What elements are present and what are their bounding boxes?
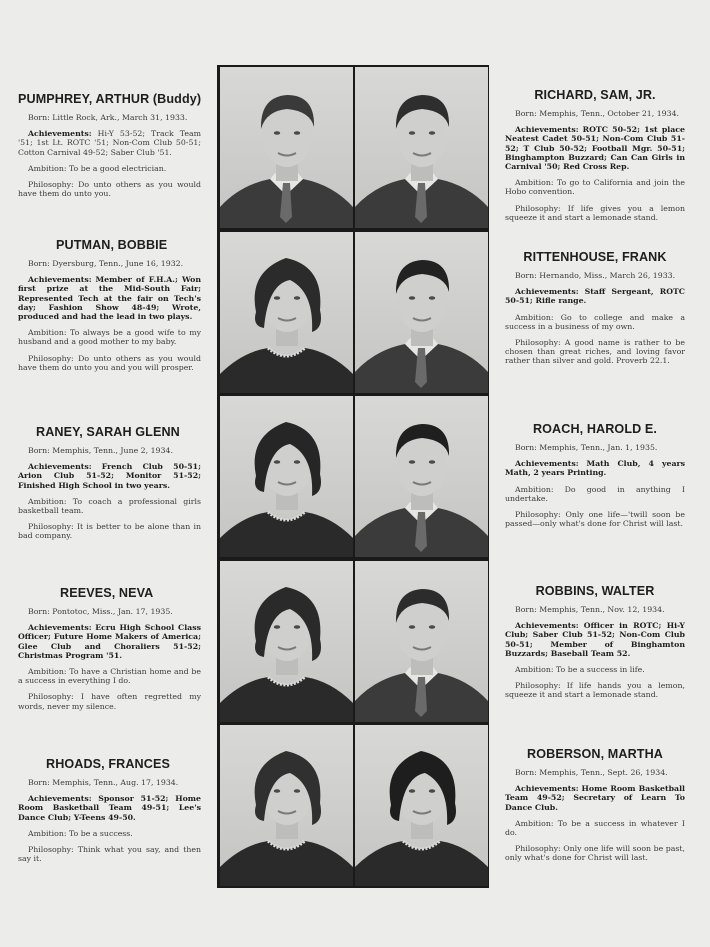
senior-entry-rhoads: [18, 757, 201, 870]
philosophy-text: Philosophy: Think what you say, and then say it.: [18, 845, 201, 864]
achievements-text: Achievements: Hi-Y 53-52; Track Team '51; 1st Lt. ROTC '51; Non-Com Club 50-51; Cotton Carnival 49-52; Saber Club '51.: [18, 129, 201, 157]
senior-entry-robbins: [505, 584, 685, 707]
philosophy-text: Philosophy: Only one life—'twill soon be passed—only what's done for Christ will last.: [505, 510, 685, 529]
philosophy-text: Philosophy: Do unto others as you would have them do unto you and you will prosper.: [18, 353, 201, 372]
ambition-text: Ambition: To have a Christian home and be a success in everything I do.: [18, 667, 201, 686]
achievements-text: Achievements: Member of F.H.A.; Won first prize at the Mid-South Fair; Represented Tech at the fair on Tech's day; Fashion Show 48-49; Wrote, produced and had the lead in two plays.: [18, 275, 201, 322]
senior-entry-roach: [505, 422, 685, 535]
portrait-photo-richard: [355, 67, 488, 228]
senior-entry-raney: [18, 425, 201, 548]
portrait-photo-reeves: [220, 561, 353, 722]
philosophy-text: Philosophy: If life hands you a lemon, squeeze it and start a lemonade stand.: [505, 681, 685, 700]
born-text: Born: Hernando, Miss., March 26, 1933.: [515, 271, 676, 280]
achievements-text: Achievements: Officer in ROTC; Hi-Y Club; Saber Club 51-52; Non-Com Club 50-51; Member of Binghamton Buzzards; Baseball Team 52.: [505, 621, 685, 658]
born-text: Born: Memphis, Tenn., June 2, 1934.: [28, 446, 173, 455]
portrait-photo-robbins: [355, 561, 488, 722]
senior-name: PUMPHREY, ARTHUR (Buddy): [18, 92, 202, 106]
senior-name: RHOADS, FRANCES: [46, 757, 170, 771]
achievements-text: Achievements: Home Room Basketball Team 49-52; Secretary of Learn To Dance Club.: [505, 784, 686, 812]
portrait-photo-raney: [220, 396, 353, 557]
portrait-photo-rhoads: [220, 725, 353, 886]
achievements-text: Achievements: ROTC 50-52; 1st place Neatest Cadet 50-51; Non-Com Club 51-52; T Club 50-52; Football Mgr. 50-51; Binghampton Buzzard; Can Can Girls in Carnival '50; Red Cross Rep.: [505, 125, 686, 172]
senior-entry-putman: [18, 238, 201, 379]
portrait-photo-putman: [220, 232, 353, 393]
senior-entry-rittenhouse: [505, 250, 685, 373]
senior-entry-richard: [505, 88, 685, 229]
achievements-text: Achievements: Sponsor 51-52; Home Room Basketball Team 49-51; Lee's Dance Club; Y-Teens 49-50.: [18, 794, 201, 822]
senior-entry-pumphrey: [18, 92, 201, 205]
portrait-photo-roach: [355, 396, 488, 557]
achievements-text: Achievements: Math Club, 4 years Math, 2 years Printing.: [505, 459, 685, 478]
senior-name: PUTMAN, BOBBIE: [56, 238, 168, 252]
philosophy-text: Philosophy: If life gives you a lemon squeeze it and start a lemonade stand.: [505, 203, 685, 222]
born-text: Born: Pontotoc, Miss., Jan. 17, 1935.: [28, 607, 173, 616]
ambition-text: Ambition: To always be a good wife to my husband and a good mother to my baby.: [18, 328, 201, 347]
born-text: Born: Memphis, Tenn., Jan. 1, 1935.: [515, 443, 658, 452]
senior-name: ROBBINS, WALTER: [535, 584, 655, 598]
senior-name: RANEY, SARAH GLENN: [36, 425, 180, 439]
ambition-text: Ambition: To be a success in life.: [515, 665, 645, 675]
born-text: Born: Little Rock, Ark., March 31, 1933.: [28, 113, 188, 122]
philosophy-text: Philosophy: Do unto others as you would have them do unto you.: [18, 180, 201, 199]
portrait-photo-pumphrey: [220, 67, 353, 228]
ambition-text: Ambition: To be a success in whatever I do.: [505, 818, 685, 838]
portrait-photo-roberson: [355, 725, 488, 886]
ambition-text: Ambition: Go to college and make a success in a business of my own.: [505, 312, 685, 331]
philosophy-text: Philosophy: A good name is rather to be chosen than great riches, and loving favor rather than silver and gold. Proverb 22.1.: [505, 338, 685, 366]
philosophy-text: Philosophy: It is better to be alone than in bad company.: [18, 522, 201, 541]
senior-entry-reeves: [18, 586, 201, 718]
achievements-text: Achievements: Staff Sergeant, ROTC 50-51; Rifle range.: [505, 287, 685, 306]
ambition-text: Ambition: To be a success.: [28, 828, 133, 838]
ambition-text: Ambition: To be a good electrician.: [28, 163, 167, 173]
born-text: Born: Memphis, Tenn., Nov. 12, 1934.: [515, 605, 665, 614]
achievements-text: Achievements: French Club 50-51; Arion Club 51-52; Monitor 51-52; Finished High School in two years.: [18, 462, 201, 490]
ambition-text: Ambition: To go to California and join the Hobo convention.: [505, 178, 685, 197]
ambition-text: Ambition: Do good in anything I undertake.: [505, 484, 685, 503]
senior-name: ROBERSON, MARTHA: [527, 747, 663, 761]
portrait-grid: [217, 65, 489, 888]
senior-entry-roberson: [505, 747, 685, 870]
ambition-text: Ambition: To coach a professional girls basketball team.: [18, 496, 201, 516]
born-text: Born: Memphis, Tenn., October 21, 1934.: [515, 109, 680, 118]
born-text: Born: Dyersburg, Tenn., June 16, 1932.: [28, 259, 184, 268]
philosophy-text: Philosophy: Only one life will soon be past, only what's done for Christ will last.: [505, 844, 685, 863]
senior-name: ROACH, HAROLD E.: [532, 422, 658, 436]
achievements-text: Achievements: Ecru High School Class Officer; Future Home Makers of America; Glee Club and Choraliers 51-52; Christmas Program '51.: [18, 623, 202, 660]
senior-name: REEVES, NEVA: [60, 586, 154, 600]
born-text: Born: Memphis, Tenn., Aug. 17, 1934.: [28, 778, 179, 787]
senior-name: RICHARD, SAM, JR.: [534, 88, 656, 102]
senior-name: RITTENHOUSE, FRANK: [523, 250, 667, 264]
portrait-photo-rittenhouse: [355, 232, 488, 393]
born-text: Born: Memphis, Tenn., Sept. 26, 1934.: [515, 768, 668, 777]
philosophy-text: Philosophy: I have often regretted my words, never my silence.: [18, 692, 201, 711]
